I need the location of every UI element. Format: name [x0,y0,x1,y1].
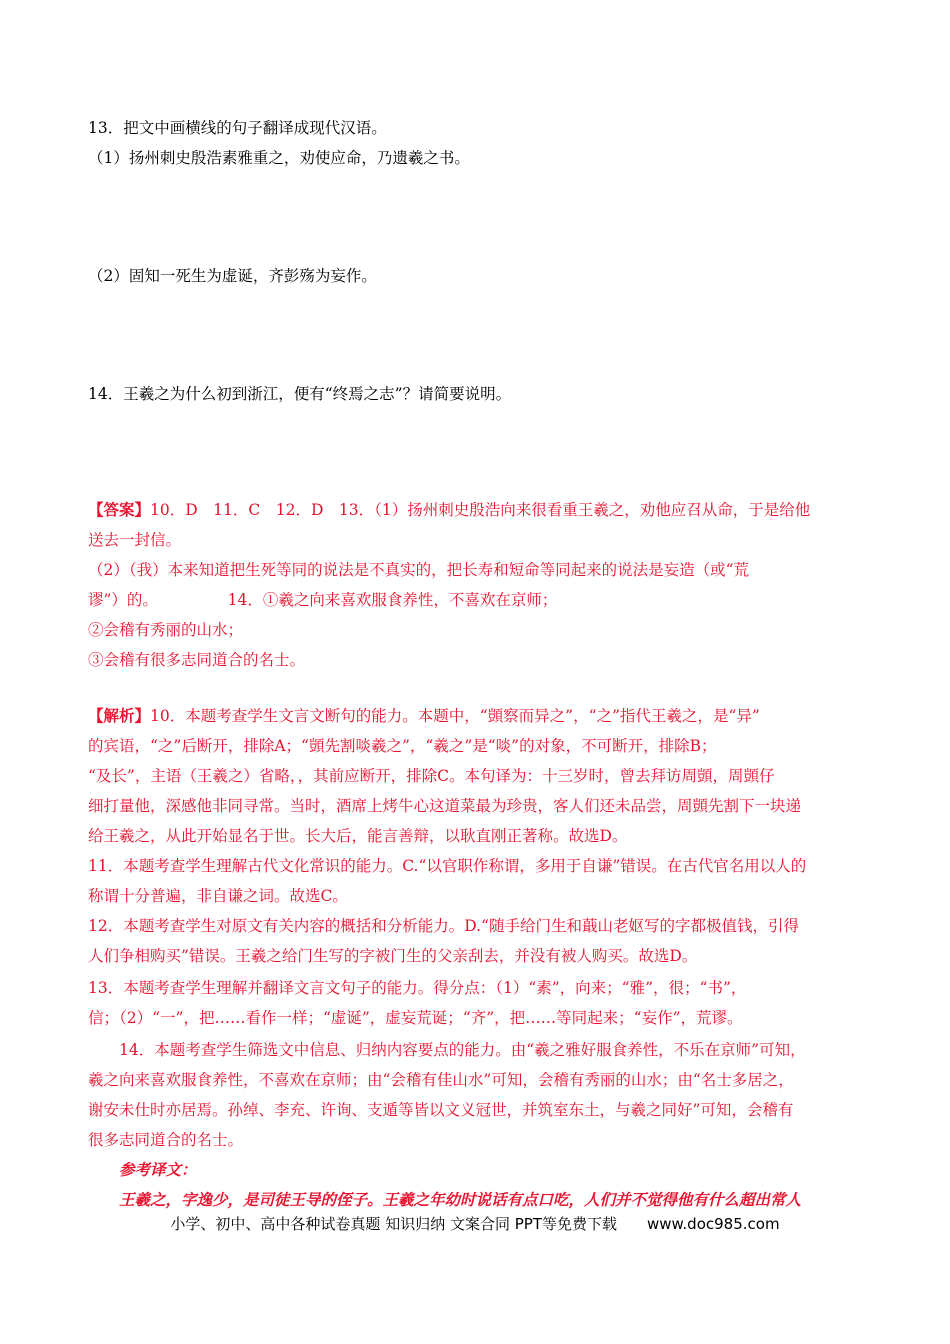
question-13-title: 13．把文中画横线的句子翻译成现代汉语。 [88,119,387,137]
analysis-label: 【解析】 [88,706,151,725]
analysis-line-3: “及长”，主语（王羲之）省略，，其前应断开，排除C。本句译为：十三岁时，曾去拜访周顗，周顗仔 [88,767,775,785]
analysis-line-6: 11．本题考查学生理解古代文化常识的能力。C.“以官职作称谓，多用于自谦”错误。在古代官名用以人的 [88,857,807,875]
answer-line-1 [88,500,868,520]
analysis-line-9: 人们争相购买”错误。王羲之给门生写的字被门生的父亲刮去，并没有被人购买。故选D。 [88,947,698,965]
analysis-line-2: 的宾语，“之”后断开，排除A；“顗先割啖羲之”，“羲之”是“啖”的对象，不可断开，排除B； [88,737,717,755]
question-14-title: 14．王羲之为什么初到浙江，便有“终焉之志”？请简要说明。 [88,385,512,403]
page-footer: 小学、初中、高中各种试卷真题 知识归纳 文案合同 PPT等免费下载 www.doc985.com [170,1215,780,1233]
question-13-part-1: （1）扬州刺史殷浩素雅重之，劝使应命，乃遗羲之书。 [88,149,470,167]
analysis-line-4: 细打量他，深感他非同寻常。当时，酒席上烤牛心这道菜最为珍贵，客人们还未品尝，周顗先割下一块递 [88,797,802,815]
answer-line-5: ②会稽有秀丽的山水； [88,621,244,639]
answer-line-3: （2）（我）本来知道把生死等同的说法是不真实的，把长寿和短命等同起来的说法是妄造（或“荒 [88,561,750,579]
answer-text-1: 10．D 11．C 12．D 13．（1）扬州刺史殷浩向来很看重王羲之，劝他应召从命，于是给他 [150,501,811,519]
question-13-part-2: （2）固知一死生为虚诞，齐彭殇为妄作。 [88,267,377,285]
analysis-text-1: 10．本题考查学生文言文断句的能力。本题中，“顗察而异之”，“之”指代王羲之，是“异” [150,707,760,725]
analysis-line-12: 14．本题考查学生筛选文中信息、归纳内容要点的能力。由“羲之雅好服食养性，不乐在京师”可知， [88,1041,806,1059]
answer-line-6: ③会稽有很多志同道合的名士。 [88,651,306,669]
analysis-line-7: 称谓十分普遍，非自谦之词。故选C。 [88,887,348,905]
analysis-line-1 [88,706,868,726]
reference-translation-label: 参考译文： [88,1160,197,1179]
answer-label: 【答案】 [88,500,151,519]
answer-line-2: 送去一封信。 [88,531,182,549]
analysis-line-13: 羲之向来喜欢服食养性，不喜欢在京师；由“会稽有佳山水”可知，会稽有秀丽的山水；由“名士多居之， [88,1071,794,1089]
analysis-line-8: 12．本题考查学生对原文有关内容的概括和分析能力。D.“随手给门生和蕺山老妪写的字都极值钱，引得 [88,917,799,935]
analysis-line-10: 13．本题考查学生理解并翻译文言文句子的能力。得分点：（1）“素”，向来；“雅”，很；“书”， [88,979,747,997]
analysis-line-14: 谢安未仕时亦居焉。孙绰、李充、许询、支遁等皆以文义冠世，并筑室东土，与羲之同好”可知，会稽有 [88,1101,794,1119]
analysis-line-15: 很多志同道合的名士。 [88,1131,244,1149]
analysis-line-5: 给王羲之，从此开始显名于世。长大后，能言善辩，以耿直刚正著称。故选D。 [88,827,628,845]
answer-line-4: 谬”）的。 14．①羲之向来喜欢服食养性，不喜欢在京师； [88,591,558,609]
reference-translation-line-1: 王羲之，字逸少，是司徒王导的侄子。王羲之年幼时说话有点口吃，人们并不觉得他有什么超出常人 [88,1190,802,1209]
analysis-line-11: 信；（2）“一”，把……看作一样；“虚诞”，虚妄荒诞；“齐”，把……等同起来；“妄作”，荒谬。 [88,1009,743,1027]
